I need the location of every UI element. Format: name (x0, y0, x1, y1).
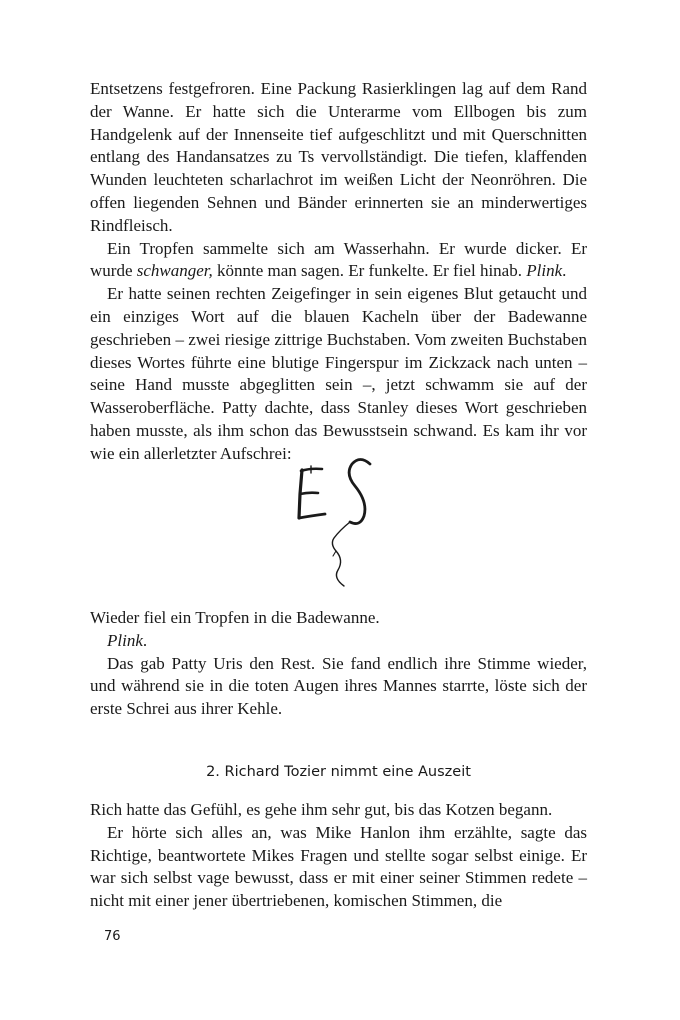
paragraph: Das gab Patty Uris den Rest. Sie fand endlich ihre Stimme wieder, und während sie in die toten Augen ihres Mannes starrte, löste sich der erste Schrei aus ihrer Kehle. (90, 653, 587, 719)
paragraph (90, 238, 587, 284)
text-block-middle (90, 607, 587, 721)
emphasis-text: Plink (526, 261, 563, 281)
handwritten-es-drawing (280, 452, 390, 602)
paragraph: Rich hatte das Gefühl, es gehe ihm sehr gut, bis das Kotzen begann. (90, 800, 553, 819)
paragraph: Entsetzens festgefroren. Eine Packung Rasierklingen lag auf dem Rand der Wanne. Er hatte sich die Unterarme vom Ellbogen bis zum Handgelenk auf der Innenseite tief aufgeschlitzt und mit Querschnitten entlang des Handansatzes zu Ts vervollständigt. Die tiefen, klaffenden Wunden leuchteten scharlachrot im weißen Licht der Neonröhren. Die offen liegenden Sehnen und Bänder erinnerten sie an minderwertiges Rindfleisch. (90, 79, 587, 235)
paragraph: Wieder fiel ein Tropfen in die Badewanne. (90, 608, 380, 627)
emphasis-text: Plink (107, 630, 143, 650)
text-run: . (142, 630, 148, 650)
text-block-bottom (90, 799, 587, 913)
text-run: Ein Tropfen sammelte sich am Wasserhahn. Er wurde dicker. Er wurde (90, 238, 587, 281)
text-run: könnte man sagen. Er funkelte. Er fiel hinab. (212, 261, 527, 281)
emphasis-text: schwanger, (136, 261, 213, 281)
paragraph: Er hatte seinen rechten Zeigefinger in sein eigenes Blut getaucht und ein einziges Wort auf die blauen Kacheln über der Badewanne geschrieben – zwei riesige zittrige Buchstaben. Vom zweiten Buchstaben dieses Wortes führte eine blutige Fingerspur im Zickzack nach unten – seine Hand musste abgeglitten sein –, jetzt schwamm sie auf der Wasseroberfläche. Patty dachte, dass Stanley dieses Wort geschrieben haben musste, als ihm schon das Bewusstsein schwand. Es kam ihr vor wie ein allerletzter Aufschrei: (90, 284, 587, 463)
handwritten-es-illustration (280, 452, 390, 602)
paragraph (90, 630, 587, 653)
page-number: 76 (104, 929, 121, 944)
text-run: . (562, 261, 567, 281)
section-heading: 2. Richard Tozier nimmt eine Auszeit (206, 764, 471, 780)
text-block-top (90, 78, 587, 466)
paragraph: Er hörte sich alles an, was Mike Hanlon ihm erzählte, sagte das Richtige, beantwortete Mikes Fragen und stellte sogar selbst einige. Er war sich selbst vage bewusst, dass er mit einer seiner Stimmen redete – nicht mit einer jener übertriebenen, komischen Stimmen, die (90, 822, 587, 911)
